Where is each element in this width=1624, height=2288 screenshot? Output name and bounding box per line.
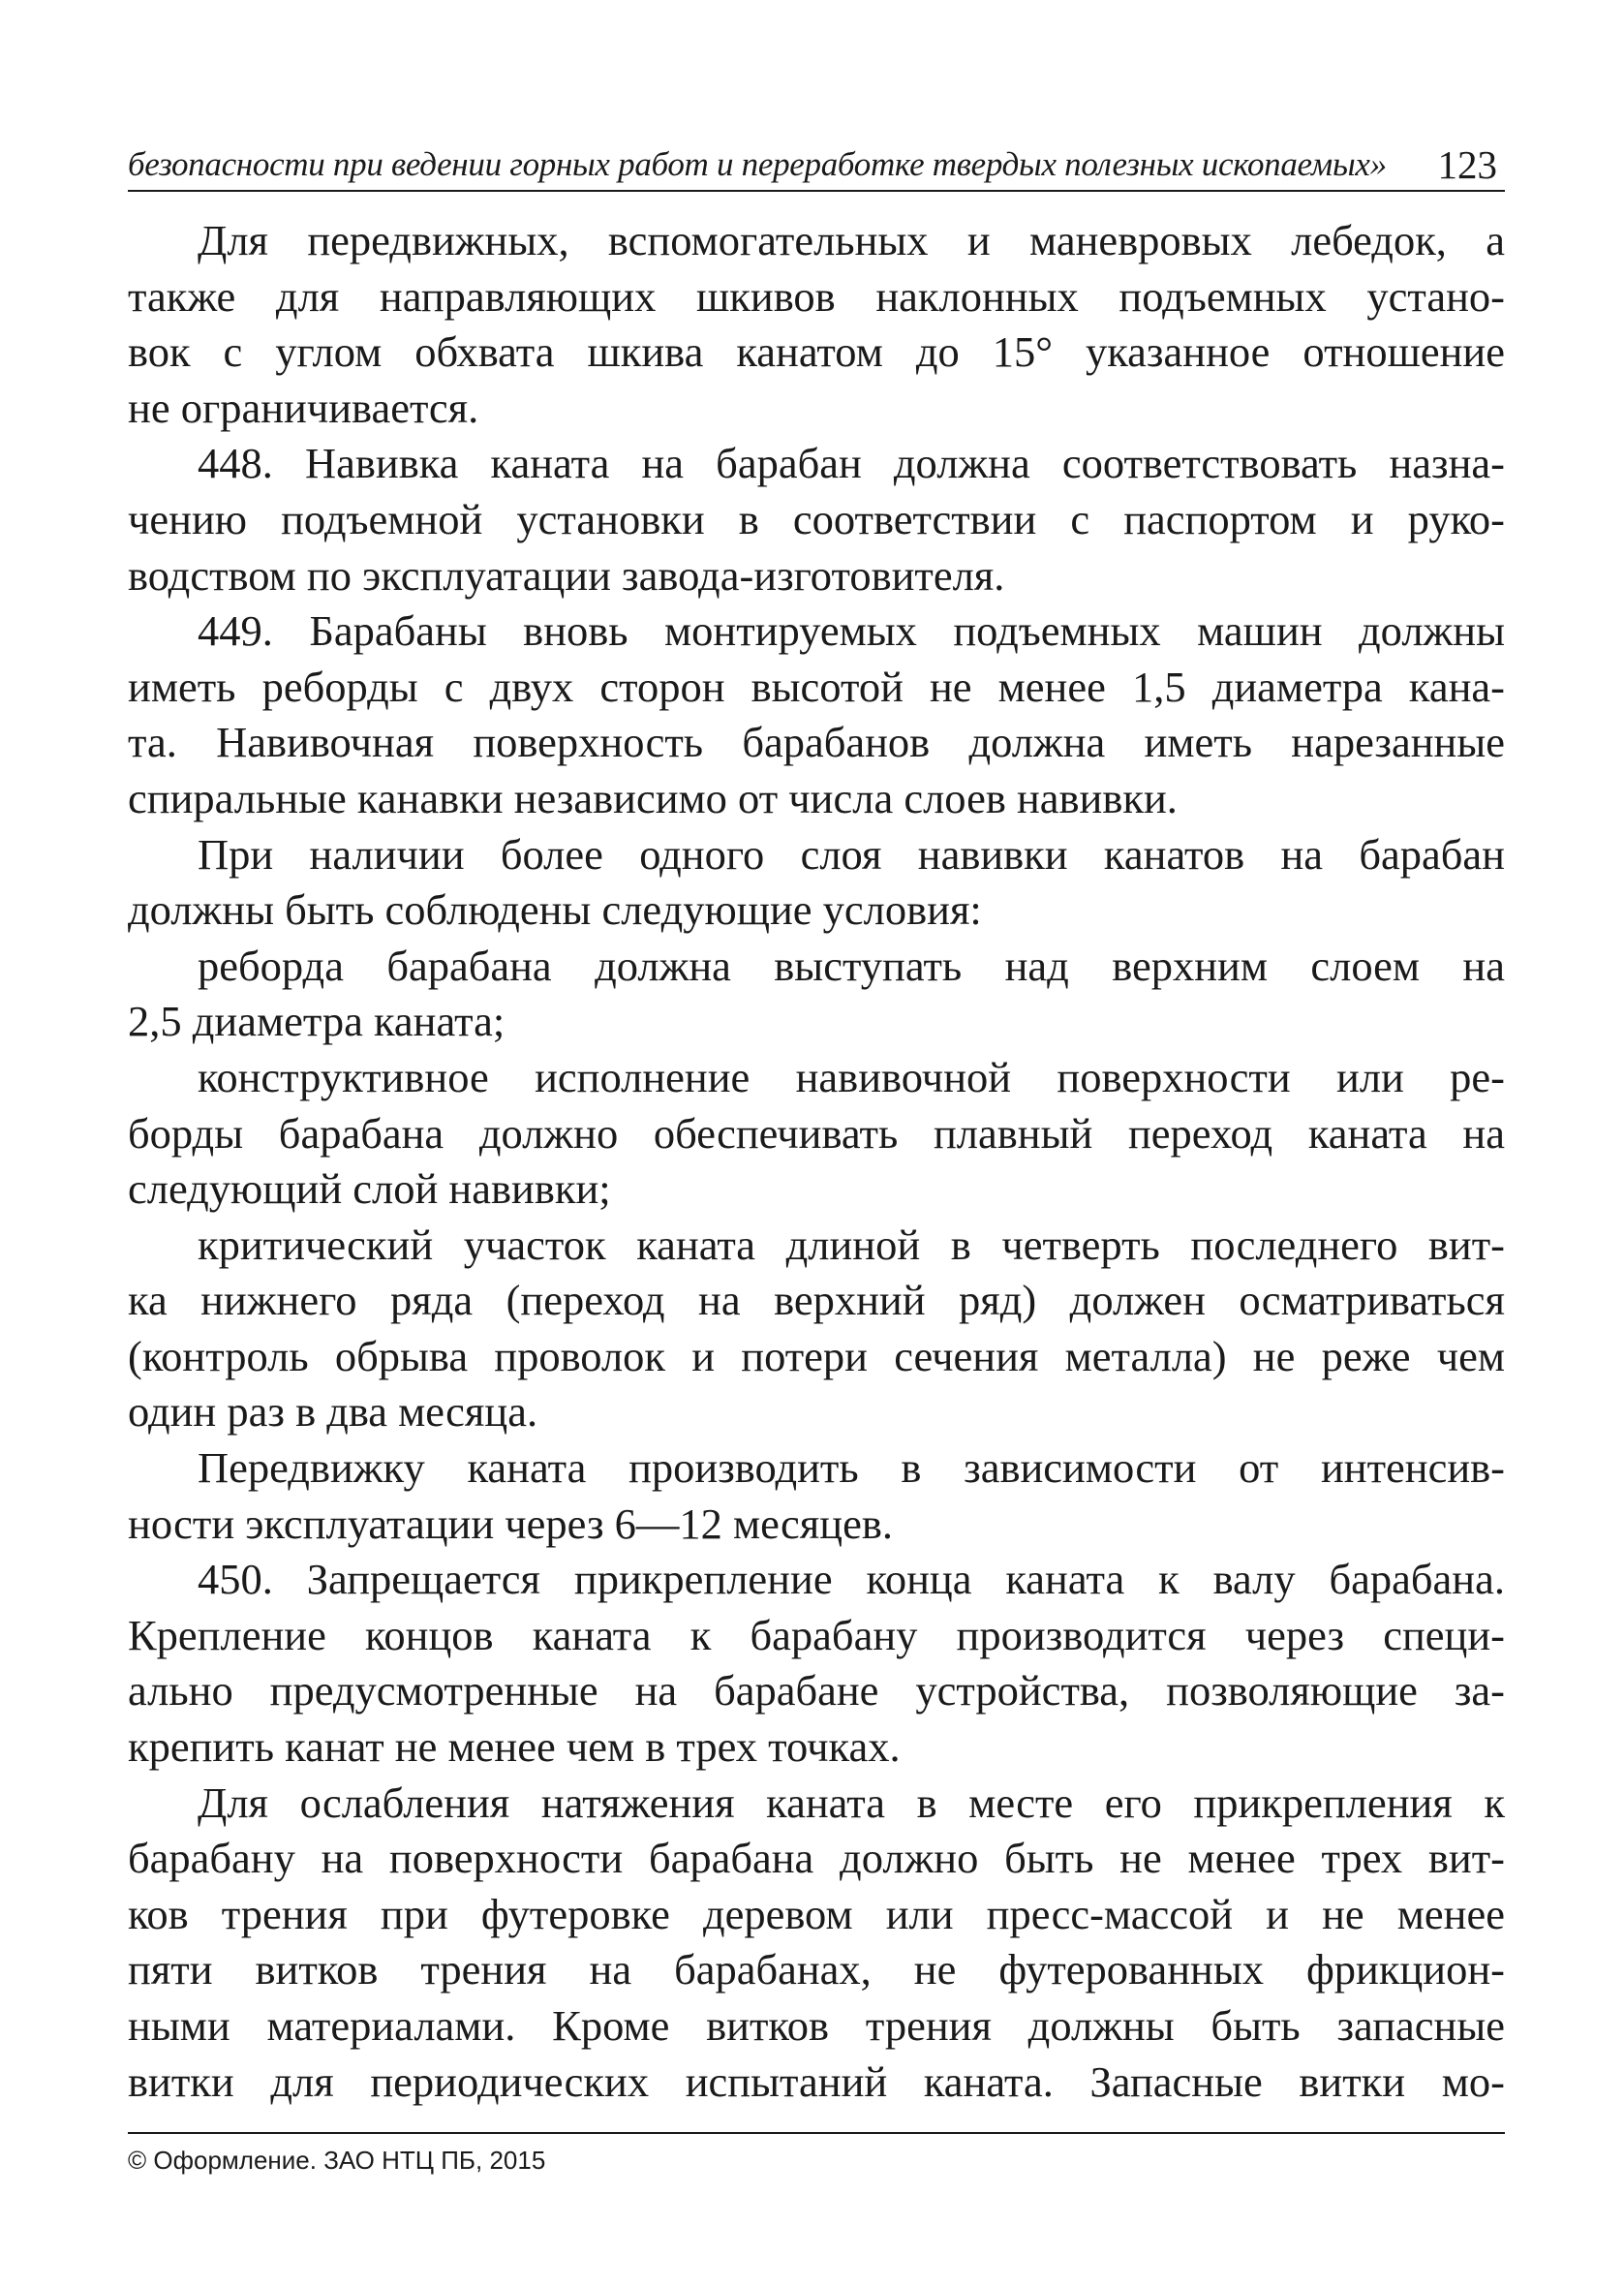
paragraph-condition-konstruktivnoe [128,1050,1505,1218]
paragraph-449 [128,603,1505,826]
text-line: спиральные канавки независимо от числа слоев навивки. [128,773,1178,822]
text-line: Крепление концов каната к барабану производится через специ- [128,1610,1505,1659]
text-line: ков трения при футеровке деревом или пресс-массой и не менее [128,1889,1505,1938]
text-line: борды барабана должно обеспечивать плавный переход каната на [128,1108,1505,1158]
text-line: реборда барабана должна выступать над верхним слоем на [198,941,1505,990]
text-line: ка нижнего ряда (переход на верхний ряд) должен осматриваться [128,1276,1505,1325]
text-line: 450. Запрещается прикрепление конца каната к валу барабана. [198,1555,1505,1604]
paragraph-condition-kriticheskiy [128,1218,1505,1440]
paragraph-lebedki [128,213,1505,436]
text-line: Для ослабления натяжения каната в месте его прикрепления к [198,1778,1505,1827]
page-footer [128,2132,1505,2176]
paragraph-450 [128,1552,1505,1775]
text-line: 2,5 диаметра каната; [128,997,506,1046]
text-line: ально предусмотренные на барабане устройства, позволяющие за- [128,1666,1505,1716]
paragraph-peredvizhka [128,1440,1505,1552]
running-title: безопасности при ведении горных работ и переработке твердых полезных ископаемых» [128,145,1387,183]
text-line: ности эксплуатации через 6—12 месяцев. [128,1499,893,1548]
text-line: крепить канат не менее чем в трех точках. [128,1722,901,1772]
text-line: водством по эксплуатации завода-изготовителя. [128,550,1005,600]
text-line: 448. Навивка каната на барабан должна соответствовать назна- [198,439,1505,488]
text-line: та. Навивочная поверхность барабанов должна иметь нарезанные [128,718,1505,767]
text-line: При наличии более одного слоя навивки канатов на барабан [198,829,1505,879]
paragraph-condition-reborda [128,939,1505,1050]
text-line: барабану на поверхности барабана должно быть не менее трех вит- [128,1834,1505,1883]
text-line: витки для периодических испытаний каната. Запасные витки мо- [128,2056,1505,2106]
text-line: вок с углом обхвата шкива канатом до 15° указанное отношение [128,327,1505,377]
copyright-notice: © Оформление. ЗАО НТЦ ПБ, 2015 [128,2146,546,2175]
running-header [128,143,1505,192]
text-line: Передвижку каната производить в зависимости от интенсив- [198,1443,1505,1493]
paragraph-conditions-intro [128,827,1505,939]
page-number: 123 [1437,142,1497,187]
text-line: также для направляющих шкивов наклонных подъемных устано- [128,271,1505,321]
text-line: Для передвижных, вспомогательных и маневровых лебедок, а [198,216,1505,264]
text-line: (контроль обрыва проволок и потери сечения металла) не реже чем [128,1331,1505,1380]
text-line: 449. Барабаны вновь монтируемых подъемных машин должны [198,606,1505,656]
text-line: иметь реборды с двух сторон высотой не менее 1,5 диаметра кана- [128,662,1505,711]
text-line: не ограничивается. [128,383,479,432]
paragraph-448 [128,436,1505,603]
text-line: следующий слой навивки; [128,1164,611,1214]
text-line: пяти витков трения на барабанах, не футерованных фрикцион- [128,1945,1505,1994]
text-line: один раз в два месяца. [128,1387,538,1437]
text-line: конструктивное исполнение навивочной поверхности или ре- [198,1052,1505,1101]
text-line: должны быть соблюдены следующие условия: [128,885,982,935]
text-line: чению подъемной установки в соответствии с паспортом и руко- [128,494,1505,543]
text-line: критический участок каната длиной в четверть последнего вит- [198,1220,1505,1269]
text-line: ными материалами. Кроме витков трения должны быть запасные [128,2001,1505,2050]
paragraph-vitki-treniya [128,1776,1505,2111]
body-text [128,213,1505,2110]
